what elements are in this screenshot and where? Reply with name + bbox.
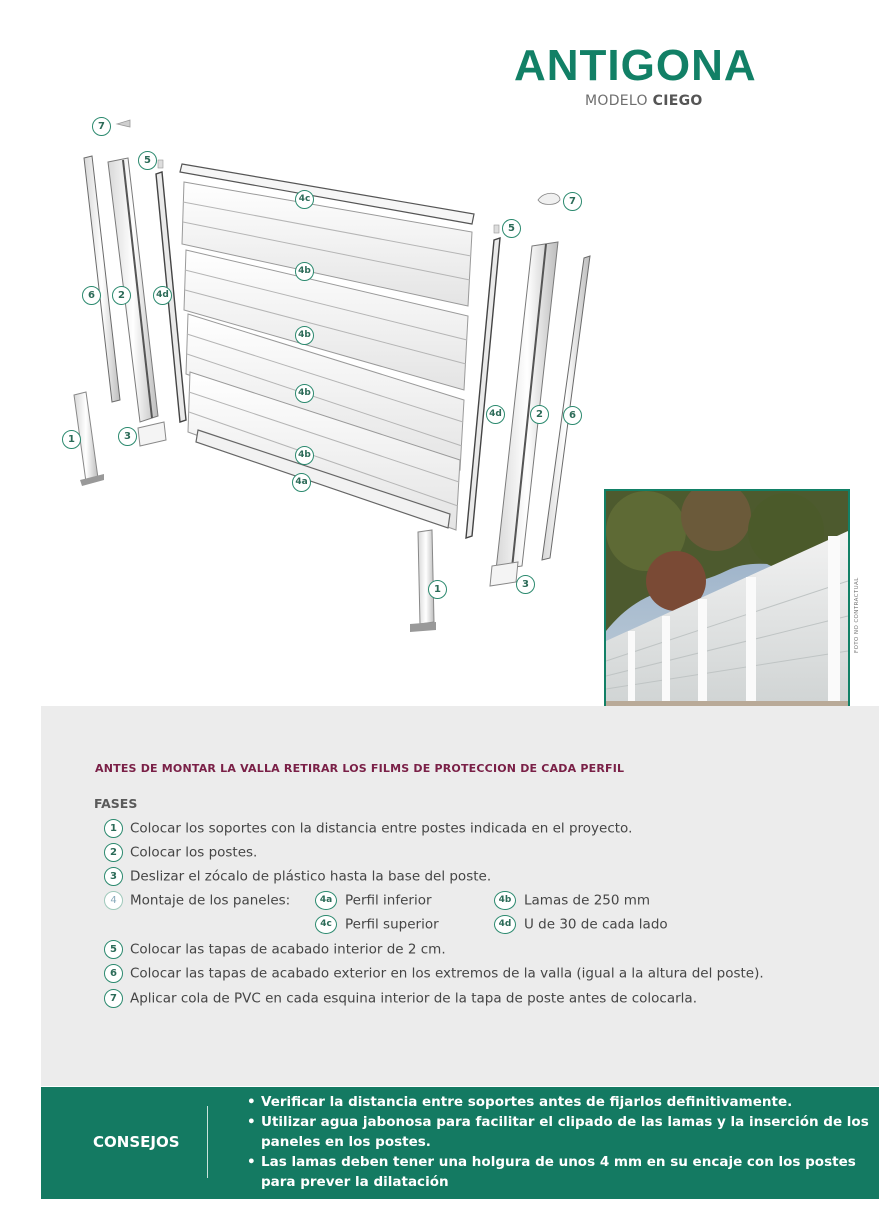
sub-step-text: Perfil superior — [345, 916, 439, 933]
sub-step-number: 4a — [315, 891, 337, 910]
step-text: Colocar los soportes con la distancia entre postes indicada en el proyecto. — [130, 820, 633, 837]
step-6 — [104, 964, 764, 983]
tip-1 — [247, 1092, 792, 1112]
photo-disclaimer — [842, 573, 870, 653]
base-3-left — [138, 422, 166, 446]
sub-step-number: 4b — [494, 891, 516, 910]
badge-5-right: 5 — [502, 219, 521, 238]
bullet-icon: • — [247, 1154, 256, 1170]
photo-disclaimer-text: FOTO NO CONTRACTUAL — [854, 577, 860, 653]
sub-step-text: Lamas de 250 mm — [524, 892, 651, 909]
badge-4b-1: 4b — [295, 262, 314, 281]
step-text: Colocar los postes. — [130, 844, 258, 861]
step-text: Deslizar el zócalo de plástico hasta la base del poste. — [130, 868, 492, 885]
badge-2-left: 2 — [112, 286, 131, 305]
step-number: 7 — [104, 989, 123, 1008]
badge-4a: 4a — [292, 473, 311, 492]
badge-5-left: 5 — [138, 151, 157, 170]
consejos-heading: CONSEJOS — [93, 1133, 180, 1151]
sub-step-4d — [494, 915, 668, 934]
badge-2-right: 2 — [530, 405, 549, 424]
sub-step-text: Perfil inferior — [345, 892, 432, 909]
u-profile-4d-right — [466, 238, 500, 538]
badge-7-left: 7 — [92, 117, 111, 136]
badge-6-left: 6 — [82, 286, 101, 305]
bullet-icon: • — [247, 1114, 256, 1130]
step-text: Aplicar cola de PVC en cada esquina interior de la tapa de poste antes de colocarla. — [130, 990, 697, 1007]
step-4 — [104, 891, 290, 910]
badge-1-left: 1 — [62, 430, 81, 449]
badge-4b-4: 4b — [295, 446, 314, 465]
support-1-right-plate — [410, 622, 436, 632]
consejos-divider — [207, 1106, 208, 1178]
step-text: Montaje de los paneles: — [130, 892, 291, 909]
badge-3-right: 3 — [516, 575, 535, 594]
step-number: 1 — [104, 819, 123, 838]
badge-1-right: 1 — [428, 580, 447, 599]
badge-4d-right: 4d — [486, 405, 505, 424]
sub-step-4a — [315, 891, 432, 910]
tip-2 — [247, 1112, 869, 1152]
step-number: 3 — [104, 867, 123, 886]
cap-7-right — [538, 193, 560, 204]
base-3-right — [490, 562, 518, 586]
step-number: 5 — [104, 940, 123, 959]
step-text: Colocar las tapas de acabado exterior en los extremos de la valla (igual a la altura del poste). — [130, 965, 764, 982]
badge-3-left: 3 — [118, 427, 137, 446]
support-1-right — [418, 530, 434, 624]
badge-6-right: 6 — [563, 406, 582, 425]
tip-line-continued: paneles en los postes. — [261, 1134, 431, 1150]
step-number: 4 — [104, 891, 123, 910]
badge-4c: 4c — [295, 190, 314, 209]
tip-3 — [247, 1152, 856, 1192]
tip-line: Verificar la distancia entre soportes antes de fijarlos definitivamente. — [261, 1094, 793, 1110]
subtitle-model-name: CIEGO — [652, 93, 703, 109]
page-title: ANTIGONA — [514, 41, 757, 90]
cap-5-left — [158, 160, 163, 168]
sub-step-number: 4d — [494, 915, 516, 934]
sub-step-text: U de 30 de cada lado — [524, 916, 668, 933]
cap-5-right — [494, 225, 499, 233]
tip-line: Las lamas deben tener una holgura de unos 4 mm en su encaje con los postes — [261, 1154, 856, 1170]
badge-4d-left: 4d — [153, 286, 172, 305]
badge-4b-3: 4b — [295, 384, 314, 403]
fases-heading: FASES — [94, 796, 138, 811]
bullet-icon: • — [247, 1094, 256, 1110]
badge-4b-2: 4b — [295, 326, 314, 345]
badge-7-right: 7 — [563, 192, 582, 211]
step-5 — [104, 940, 446, 959]
model-subtitle — [585, 93, 703, 109]
step-text: Colocar las tapas de acabado interior de 2 cm. — [130, 941, 446, 958]
step-3 — [104, 867, 491, 886]
step-7 — [104, 989, 697, 1008]
tip-line: Utilizar agua jabonosa para facilitar el clipado de las lamas y la inserción de los — [261, 1114, 869, 1130]
sub-step-number: 4c — [315, 915, 337, 934]
subtitle-prefix: MODELO — [585, 93, 648, 109]
warning-text: ANTES DE MONTAR LA VALLA RETIRAR LOS FILMS DE PROTECCION DE CADA PERFIL — [95, 762, 625, 775]
step-number: 6 — [104, 964, 123, 983]
sub-step-4b — [494, 891, 650, 910]
step-1 — [104, 819, 632, 838]
sub-step-4c — [315, 915, 439, 934]
cap-7-left — [117, 120, 130, 127]
fence-photo — [604, 489, 850, 735]
tip-line-continued: para prever la dilatación — [261, 1174, 449, 1190]
step-number: 2 — [104, 843, 123, 862]
step-2 — [104, 843, 257, 862]
